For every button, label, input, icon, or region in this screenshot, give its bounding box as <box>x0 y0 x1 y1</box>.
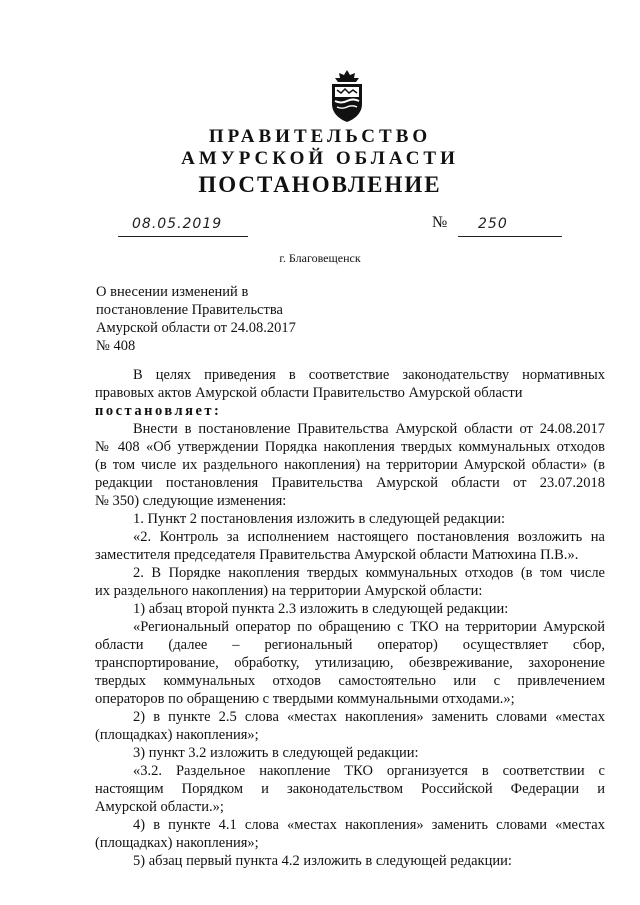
document-body <box>95 366 605 870</box>
paragraph-line: (площадках) накопления»; <box>95 727 259 743</box>
subject-line: О внесении изменений в <box>96 284 249 300</box>
paragraph-line: 4) в пункте 4.1 слова «местах накопления» заменить словами «местах <box>133 817 605 833</box>
paragraph-line: редакции постановления Правительства Амурской области от 23.07.2018 <box>95 475 605 491</box>
paragraph-line: 1) абзац второй пункта 2.3 изложить в следующей редакции: <box>133 601 509 617</box>
preamble-line: В целях приведения в соответствие законодательству нормативных <box>133 367 605 383</box>
handwritten-number: 250 <box>478 216 508 232</box>
preamble-line: правовых актов Амурской области Правительство Амурской области <box>95 385 523 401</box>
amur-region-coat-of-arms-icon <box>326 68 368 124</box>
paragraph-line: настоящим Порядком и законодательством Российской Федерации и <box>95 781 605 797</box>
subject-line: № 408 <box>96 338 136 354</box>
paragraph-line: «Региональный оператор по обращению с ТКО на территории Амурской <box>133 619 605 635</box>
number-label: № <box>432 214 448 231</box>
handwritten-date: 08.05.2019 <box>132 216 223 232</box>
city-label: г. Благовещенск <box>279 251 361 265</box>
paragraph-line: их раздельного накопления) на территории Амурской области: <box>95 583 483 599</box>
paragraph-line: 1. Пункт 2 постановления изложить в следующей редакции: <box>133 511 506 527</box>
paragraph-line: 5) абзац первый пункта 4.2 изложить в следующей редакции: <box>133 853 512 869</box>
paragraph-line: 2) в пункте 2.5 слова «местах накопления» заменить словами «местах <box>133 709 605 725</box>
paragraph-line: № 350) следующие изменения: <box>95 493 287 509</box>
number-field <box>458 218 562 237</box>
subject-line: постановление Правительства <box>96 302 283 318</box>
paragraph-line: № 408 «Об утверждении Порядка накопления твердых коммунальных отходов <box>95 439 605 455</box>
paragraph-line: Амурской области.»; <box>95 799 224 815</box>
paragraph-line: Внести в постановление Правительства Амурской области от 24.08.2017 <box>133 421 605 437</box>
paragraph-line: «3.2. Раздельное накопление ТКО организуется в соответствии с <box>133 763 605 779</box>
paragraph-line: 3) пункт 3.2 изложить в следующей редакции: <box>133 745 419 761</box>
document-subject <box>96 283 296 355</box>
paragraph-line: 2. В Порядке накопления твердых коммунальных отходов (в том числе <box>133 565 605 581</box>
paragraph-line: (в том числе их раздельного накопления) на территории Амурской области» (в <box>95 457 605 473</box>
paragraph-line: твердых коммунальных отходов самостоятельно или с привлечением <box>95 673 605 689</box>
region-title: АМУРСКОЙ ОБЛАСТИ <box>181 148 459 169</box>
date-field <box>118 218 248 237</box>
paragraph-line: заместителя председателя Правительства Амурской области Матюхина П.В.». <box>95 547 579 563</box>
paragraph-line: транспортирование, обработку, утилизацию, обезвреживание, захоронение <box>95 655 605 671</box>
paragraph-line: (площадках) накопления»; <box>95 835 259 851</box>
government-title: ПРАВИТЕЛЬСТВО <box>208 126 432 147</box>
subject-line: Амурской области от 24.08.2017 <box>96 320 296 336</box>
paragraph-line: операторов по обращению с твердыми коммунальными отходами.»; <box>95 691 515 707</box>
document-type-title: ПОСТАНОВЛЕНИЕ <box>198 172 442 197</box>
decree-word: постановляет: <box>95 403 222 419</box>
paragraph-line: области (далее – региональный оператор) осуществляет сбор, <box>95 637 605 653</box>
paragraph-line: «2. Контроль за исполнением настоящего постановления возложить на <box>133 529 605 545</box>
